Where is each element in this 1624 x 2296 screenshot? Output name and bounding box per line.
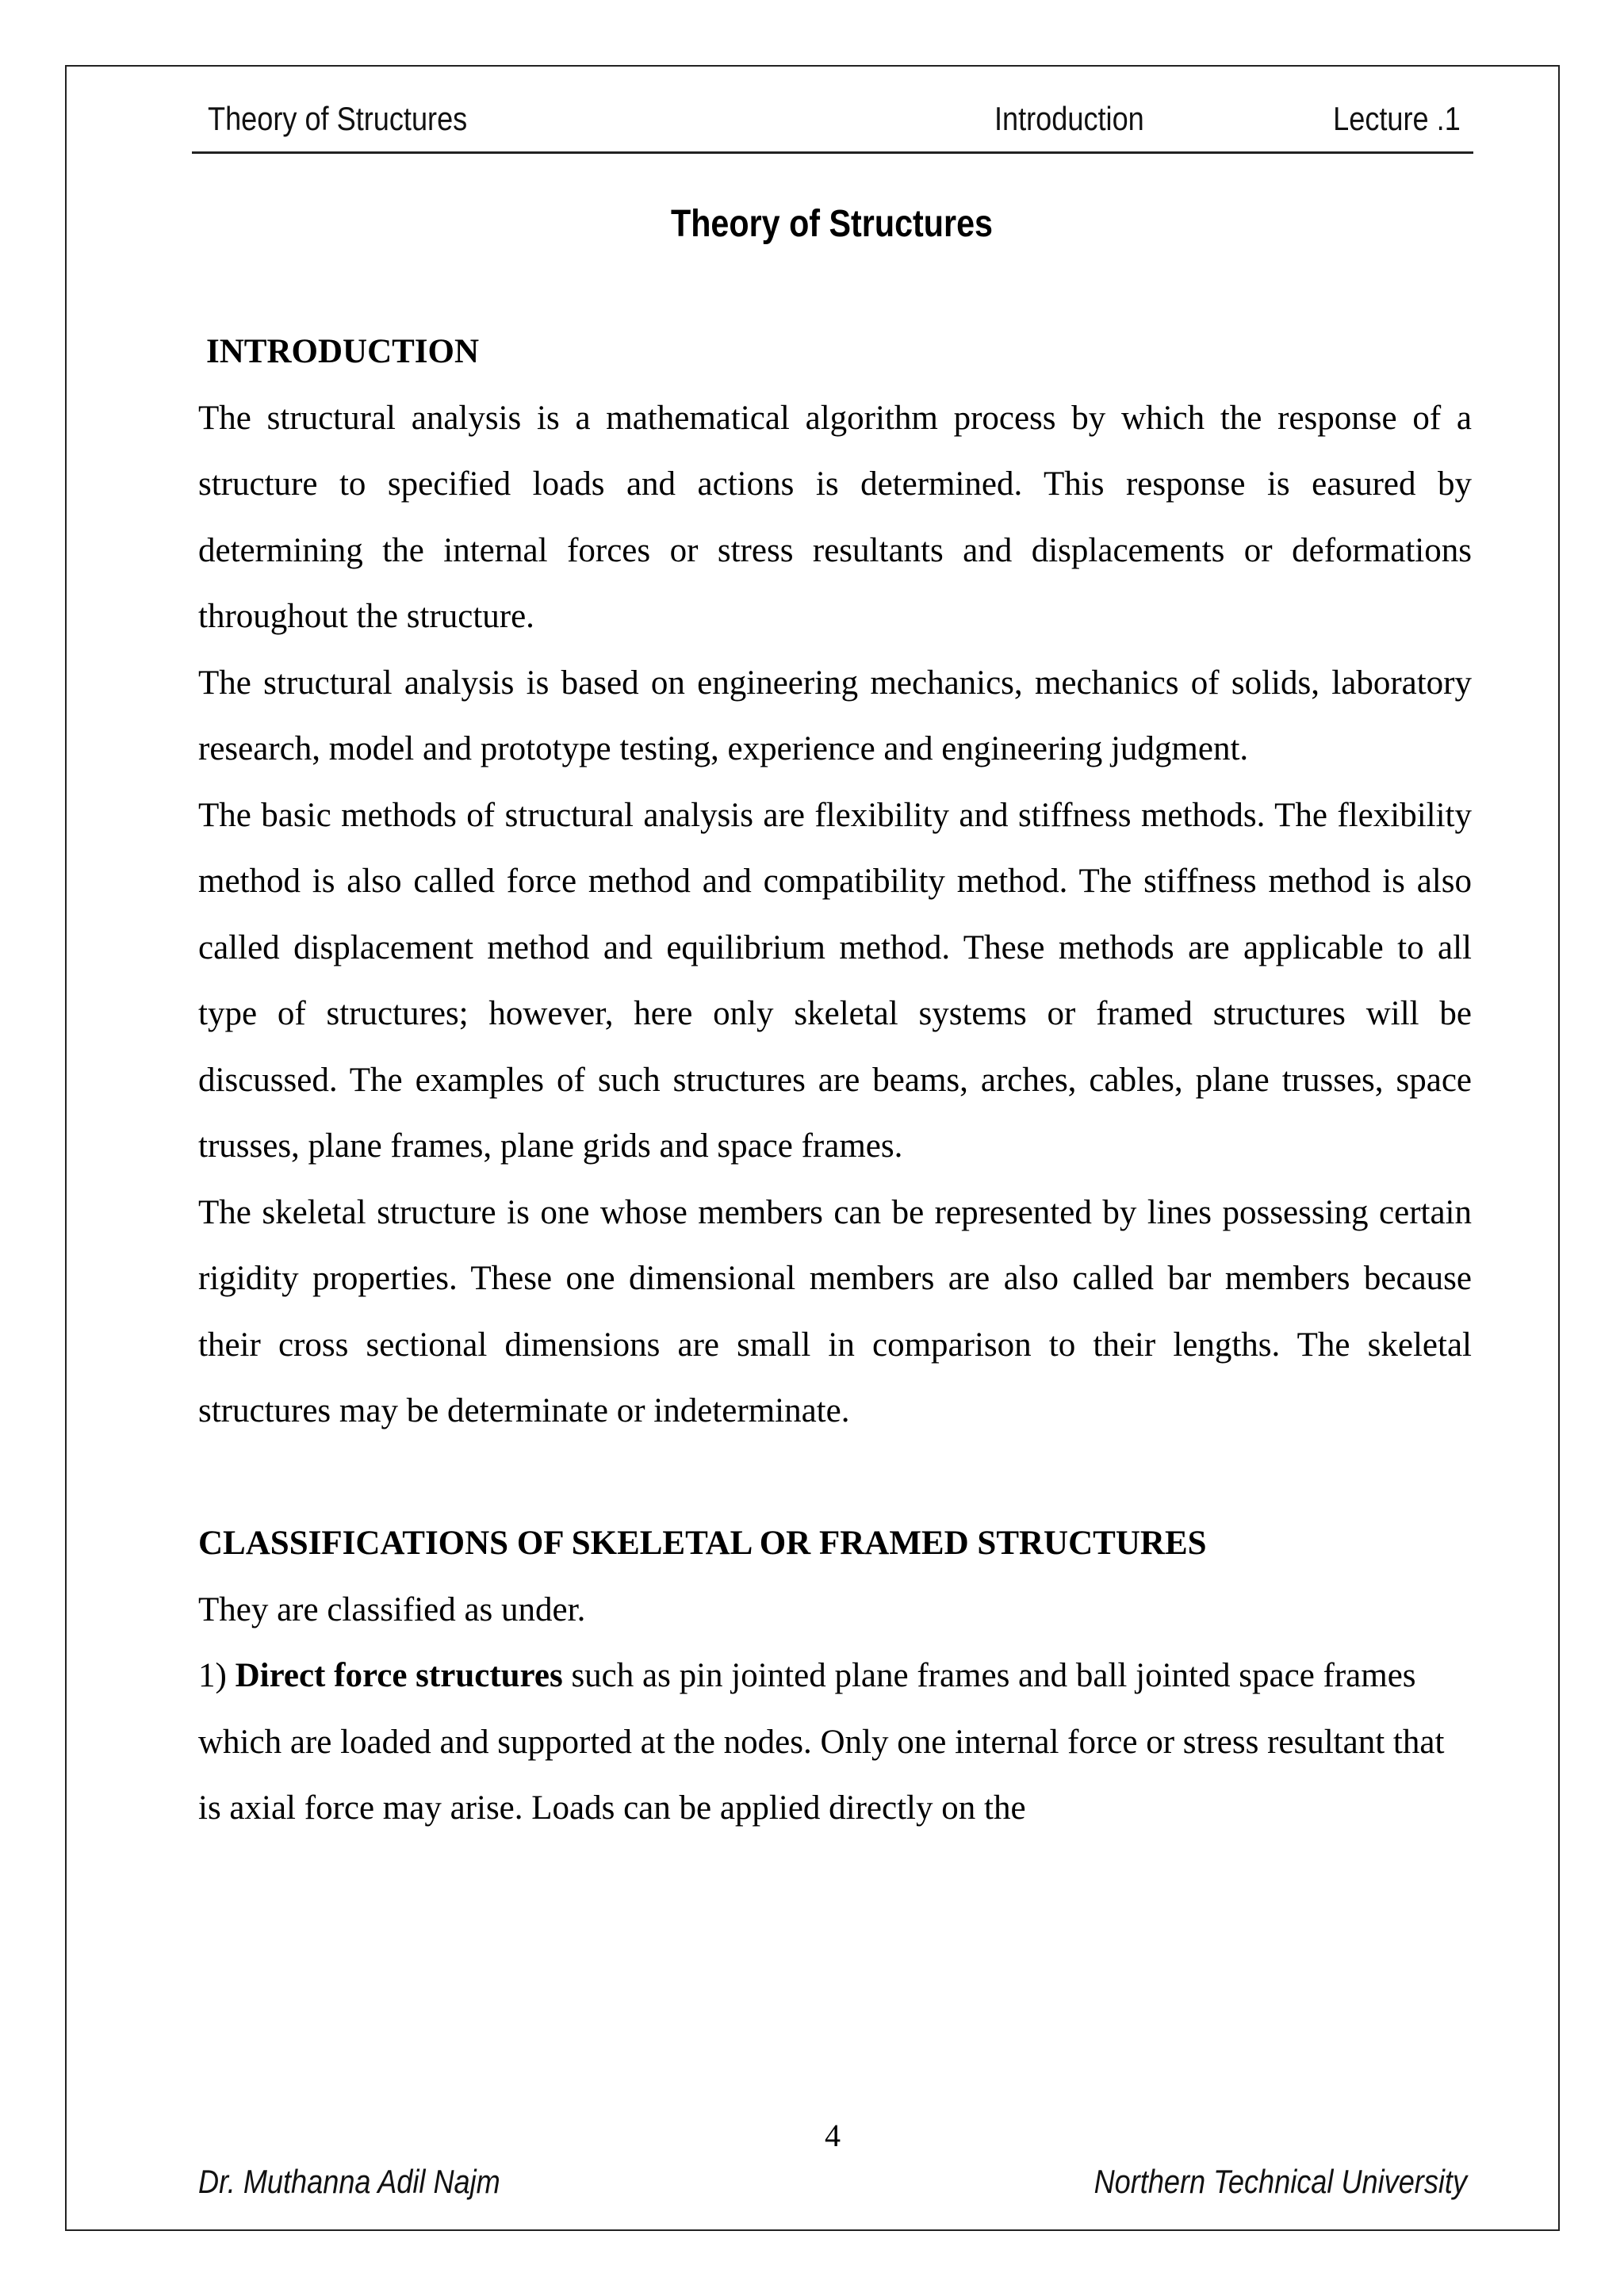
footer-institution: Northern Technical University [1094,2163,1467,2200]
footer-author: Dr. Muthanna Adil Najm [198,2163,500,2200]
introduction-heading: INTRODUCTION [206,333,480,370]
classifications-heading: CLASSIFICATIONS OF SKELETAL OR FRAMED STRUCTURES [198,1525,1207,1562]
classification-item-1 [198,1643,1472,1842]
running-header [192,94,1473,154]
classifications-intro: They are classified as under. [198,1590,586,1628]
intro-paragraph-3: The basic methods of structural analysis are flexibility and stiffness methods. The flexibility method is also called force method and compatibility method. The stiffness method is also called displacement method and equilibrium method. These methods are applicable to all type of structures; however, here only skeletal systems or framed structures will be discussed. The examples of such structures are beams, arches, cables, plane trusses, space trusses, plane frames, plane grids and space frames. [198,796,1472,1165]
page-number: 4 [825,2118,841,2153]
header-course-title: Theory of Structures [208,100,468,137]
intro-paragraph-1: The structural analysis is a mathematical algorithm process by which the response of a structure to specified loads and actions is determined. This response is easured by determining the internal forces or stress resultants and displacements or deformations throughout the structure. [198,399,1472,635]
item-text: such as pin jointed plane frames and ball jointed space frames which are loaded and supported at the nodes. Only one internal force or stress resultant that is axial force may arise. Loads can be applied directly on the [198,1657,1445,1827]
page-title: Theory of Structures [670,203,993,245]
item-term: Direct force structures [235,1657,563,1694]
document-body [198,319,1472,1842]
intro-paragraph-4: The skeletal structure is one whose members can be represented by lines possessing certain rigidity properties. These one dimensional members are also called bar members because their cross sectional dimensions are small in comparison to their lengths. The skeletal structures may be determinate or indeterminate. [198,1193,1472,1429]
item-number: 1) [198,1657,227,1694]
running-footer [198,2163,1472,2207]
header-lecture-number: Lecture .1 [1333,100,1461,137]
header-section-name: Introduction [994,100,1144,137]
intro-paragraph-2: The structural analysis is based on engineering mechanics, mechanics of solids, laboratory research, model and prototype testing, experience and engineering judgment. [198,664,1472,767]
section-spacer [198,1445,1472,1511]
